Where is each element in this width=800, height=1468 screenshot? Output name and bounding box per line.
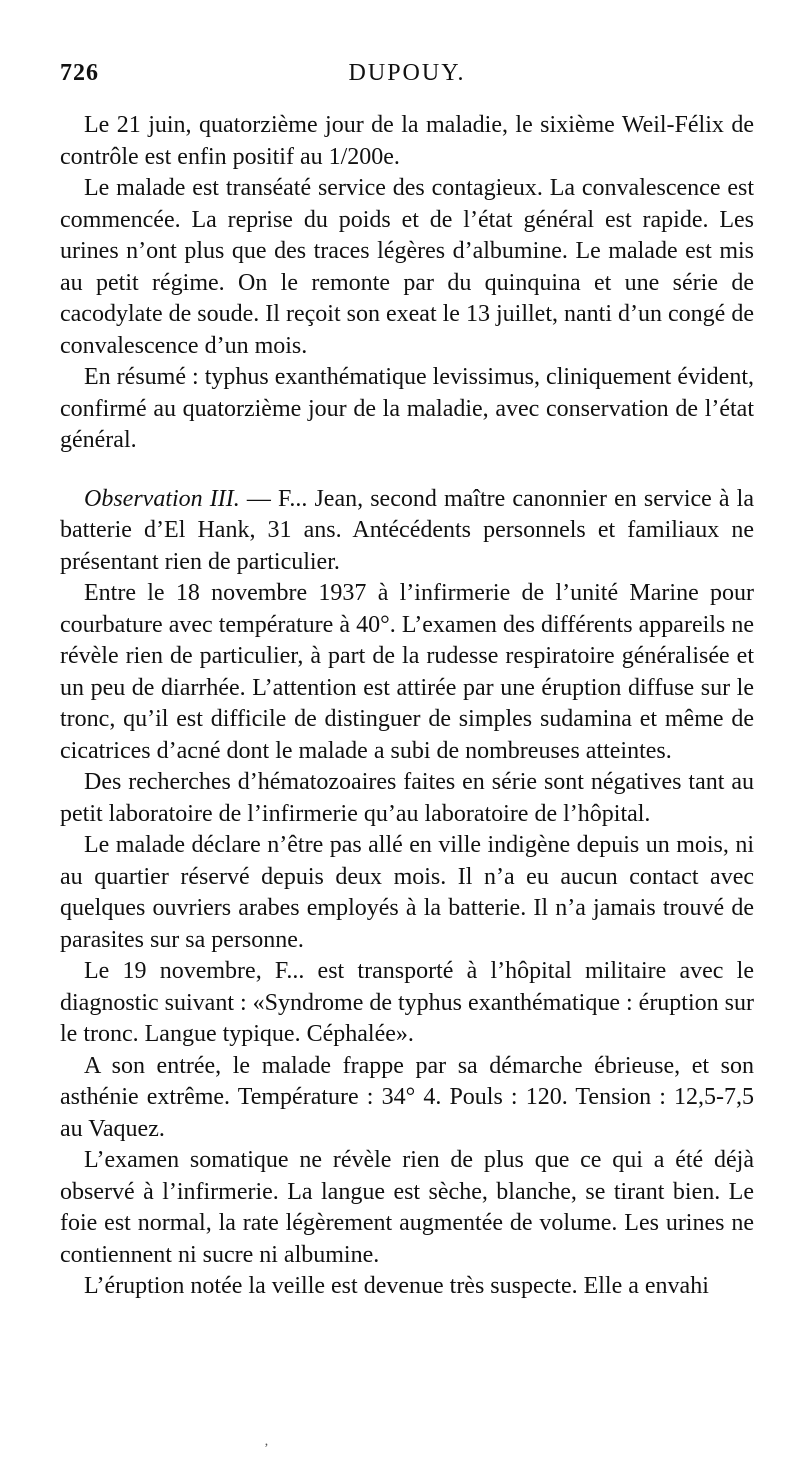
paragraph-5: Des recherches d’hématozoaires faites en série sont négatives tant au petit laboratoire de l’infirmerie qu’au laboratoire de l’hôpital.	[60, 769, 754, 827]
paragraph-4: Entre le 18 novembre 1937 à l’infirmerie de l’unité Marine pour courbature avec température à 40°. L’examen des différents appareils ne révèle rien de particulier, à part de la rudesse respiratoire généralisée et un peu de diarrhée. L’attention est attirée par une éruption diffuse sur le tronc, qu’il est difficile de distinguer de simples sudamina et même de cicatrices d’acné dont le malade a subi de nombreuses atteintes.	[60, 580, 754, 764]
paragraph-10: L’éruption notée la veille est devenue très suspecte. Elle a envahi	[84, 1273, 709, 1299]
paragraph-8: A son entrée, le malade frappe par sa démarche ébrieuse, et son asthénie extrême. Température : 34° 4. Pouls : 120. Tension : 12,5-7,5 au Vaquez.	[60, 1052, 754, 1142]
observation-label: Observation III.	[84, 485, 240, 512]
paragraph-1: Le 21 juin, quatorzième jour de la maladie, le sixième Weil-Félix de contrôle est enfin positif au 1/200e.	[60, 112, 754, 170]
scan-mark: ‚	[264, 1434, 269, 1449]
document-page	[60, 60, 754, 1303]
paragraph-9: L’examen somatique ne révèle rien de plus que ce qui a été déjà observé à l’infirmerie. La langue est sèche, blanche, se tirant bien. Le foie est normal, la rate légèrement augmentée de volume. Les urines ne contiennent ni sucre ni albumine.	[60, 1147, 754, 1268]
page-number: 726	[60, 60, 99, 86]
page-header	[60, 60, 754, 100]
observation-text: — F... Jean, second maître canonnier en service à la batterie d’El Hank, 31 ans. Antécédents personnels et familiaux ne présentant rien de particulier.	[60, 485, 754, 575]
paragraph-7: Le 19 novembre, F... est transporté à l’hôpital militaire avec le diagnostic suivant : «Syndrome de typhus exanthématique : éruption sur le tronc. Langue typique. Céphalée».	[60, 958, 754, 1047]
paragraph-2: Le malade est transéaté service des contagieux. La convalescence est commencée. La reprise du poids et de l’état général est rapide. Les urines n’ont plus que des traces légères d’albumine. Le malade est mis au petit régime. On le remonte par du quinquina et une série de cacodylate de soude. Il reçoit son exeat le 13 juillet, nanti d’un congé de convalescence d’un mois.	[60, 175, 754, 359]
running-head: DUPOUY.	[348, 60, 466, 86]
observation-paragraph	[60, 484, 754, 579]
paragraph-3: En résumé : typhus exanthématique levissimus, cliniquement évident, confirmé au quatorzième jour de la maladie, avec conservation de l’état général.	[60, 364, 754, 453]
paragraph-6: Le malade déclare n’être pas allé en ville indigène depuis un mois, ni au quartier réservé depuis deux mois. Il n’a eu aucun contact avec quelques ouvriers arabes employés à la batterie. Il n’a jamais trouvé de parasites sur sa personne.	[60, 832, 754, 953]
